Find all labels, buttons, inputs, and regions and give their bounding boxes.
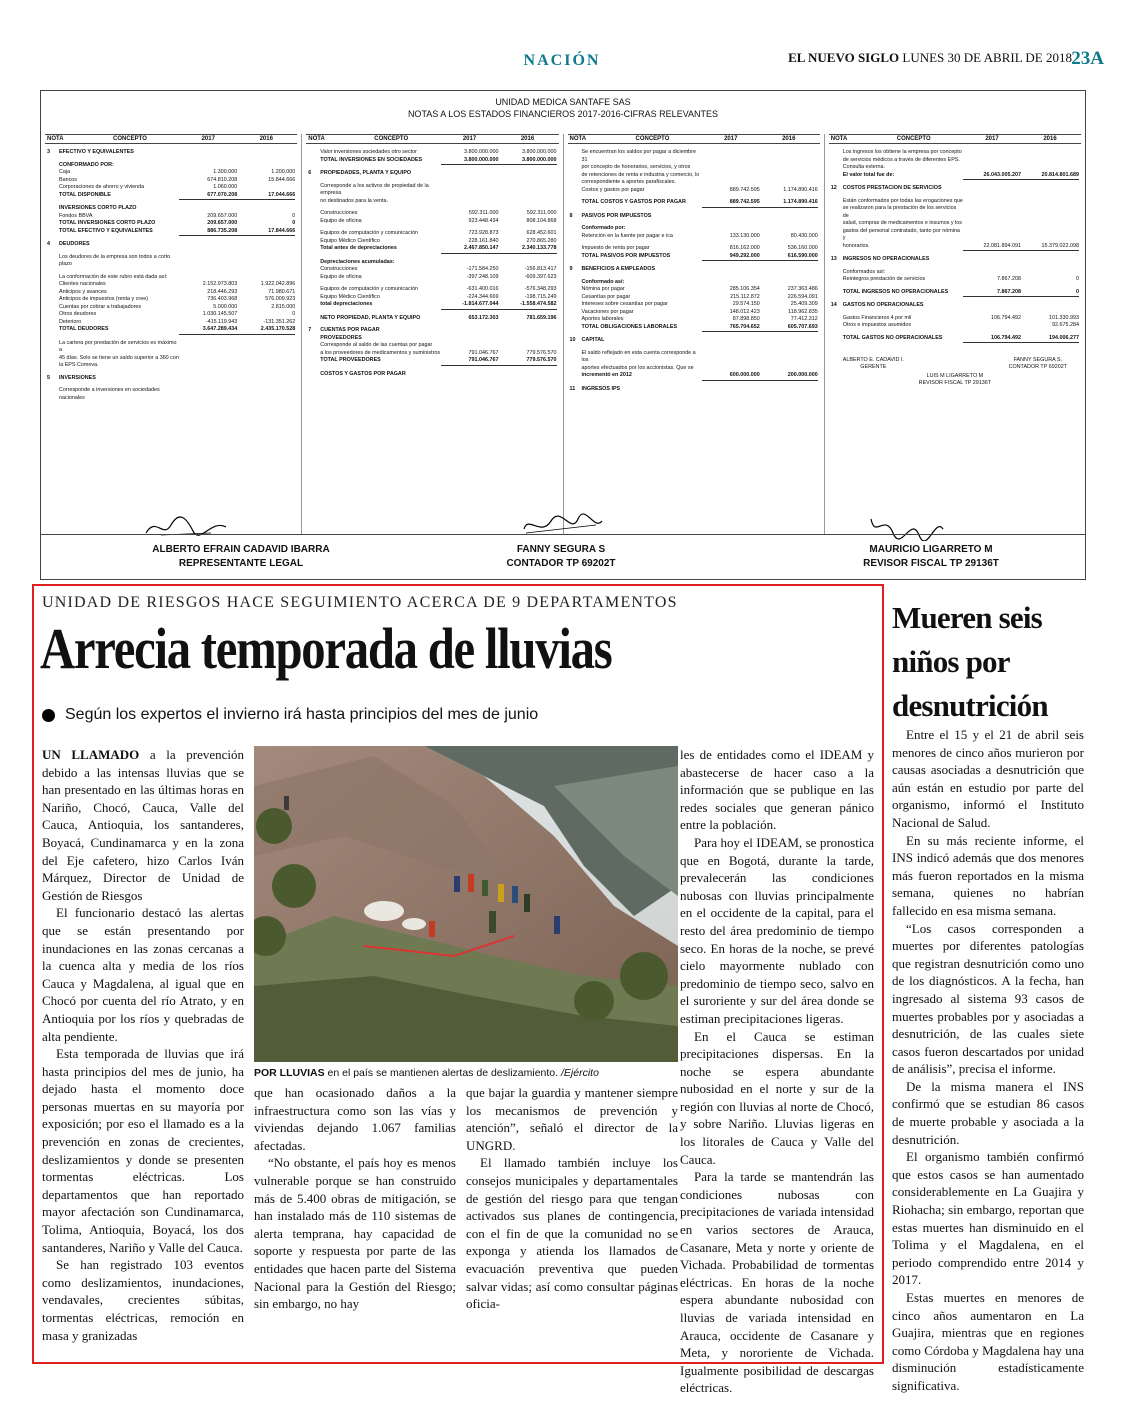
fin-row: incrementó en 2012 600.000.000 200.000.000 <box>568 372 820 381</box>
fin-row: 6 PROPIEDADES, PLANTA Y EQUIPO <box>308 170 412 176</box>
fin-row: TOTAL INVERSIONES EN SOCIEDADES 3.800.000.000 3.800.000.000 <box>306 157 558 166</box>
fin-column-header: NOTA CONCEPTO 2017 2016 <box>568 134 820 144</box>
fin-row: no destinados para la venta. <box>320 197 388 204</box>
fin-row: Otros deudores 1.030.145.507 0 <box>59 311 296 317</box>
masthead-date <box>788 50 1072 66</box>
signature-scribble-1 <box>141 511 231 541</box>
fin-row: Costos y gastos por pagar 889.742.595 1.174.890.416 <box>581 186 818 193</box>
fin-row: Corporaciones de ahorro y vivienda 1.060.000 <box>59 184 238 190</box>
fin-row: aportes efectuados por los accionistas. Que se <box>581 364 694 371</box>
fin-column-2 <box>302 134 563 534</box>
fin-row: La cartera por prestación de servicios es máximo a <box>59 339 177 353</box>
fin-row: por concepto de honorarios, servicios, y otros <box>581 164 691 170</box>
mini-signature-auditor: LUIS M LIGARRETO M REVISOR FISCAL TP 29136T <box>918 373 992 386</box>
article-col-2 <box>254 1084 456 1313</box>
fin-row: Equipos de computación y comunicación -631.400.016 -576.348.293 <box>320 286 557 292</box>
article-dek: Según los expertos el invierno irá hasta principios del mes de junio <box>42 706 538 724</box>
fin-row: Gastos Financieros 4 por mil 106.794.492 101.330.993 <box>842 314 1079 321</box>
section-label: NACIÓN <box>523 52 601 69</box>
fin-row: la EPS Comeva. <box>59 362 99 368</box>
fin-row: Cuentas por cobrar a trabajadores 5.000.000 2.815.000 <box>59 303 296 310</box>
fin-row: Corresponde a los activos de propiedad de la empresa <box>320 182 429 196</box>
fin-row: CONFORMADO POR: <box>59 161 114 168</box>
fin-row: correspondiente a aportes parafiscales. <box>581 179 676 185</box>
fin-row: El valor total fue de: 26.043.005.207 20.814.801.689 <box>829 172 1081 181</box>
fin-row: TOTAL EFECTIVO Y EQUIVALENTES 886.735.208 17.844.666 <box>45 228 297 237</box>
fin-row: salud, compras de medicamentos e insumos y los <box>842 220 962 226</box>
fin-row: Caja 1.300.000 1.200.000 <box>59 169 296 175</box>
fin-row: TOTAL PROVEEDORES 791.046.767 779.576.570 <box>306 357 558 366</box>
photo-caption: POR LLUVIAS en el país se mantienen alertas de deslizamiento. /Ejército <box>254 1067 599 1079</box>
fin-row: 9 BENEFICIOS A EMPLEADOS <box>569 266 656 272</box>
paragraph: De la misma manera el INS confirmó que se estudian 86 casos de muerte probable y asociada a la desnutrición. <box>892 1078 1084 1147</box>
signature-scribble-2 <box>516 511 606 541</box>
signature-divider <box>41 534 1085 535</box>
fin-row: Equipo Médico Científico -224.344.669 -198.715.249 <box>320 293 557 300</box>
signature-scribble-3 <box>861 511 951 541</box>
fin-row: de servicios médicos a través de diferentes EPS. <box>842 156 960 163</box>
fin-row: Anticipos y avances 218.446.293 71.980.671 <box>59 288 296 295</box>
fin-row: Construcciones 592.311.000 592.311.000 <box>320 210 557 216</box>
fin-row: Equipo de oficina -397.248.109 -609.397.623 <box>320 273 557 280</box>
fin-column-3 <box>564 134 825 534</box>
fin-row: Conformado por: <box>581 225 626 231</box>
article-col-1 <box>42 746 244 1344</box>
fin-title <box>41 91 1085 120</box>
issue-date: LUNES 30 DE ABRIL DE 2018 <box>899 50 1072 65</box>
fin-row: TOTAL OBLIGACIONES LABORALES 765.704.652 605.707.693 <box>568 324 820 333</box>
fin-row: Se encuentran los saldos por pagar a diciembre 31 <box>581 149 696 163</box>
fin-row: Equipo Médico Científico 228.161.840 270.865.280 <box>320 237 557 244</box>
fin-row: Equipos de computación y comunicación 723.928.873 628.452.601 <box>320 230 557 236</box>
paper-name: EL NUEVO SIGLO <box>788 50 900 65</box>
fin-row: Aportes laborales 87.898.850 77.412.312 <box>581 316 818 322</box>
fin-row: 5 INVERSIONES <box>47 374 96 381</box>
fin-row: Corresponde al saldo de las cuentas por pagar <box>320 342 433 348</box>
fin-row: Corresponde a inversiones en sociedades nacionales <box>59 387 160 401</box>
fin-row: Nómina por pagar 285.106.354 237.363.486 <box>581 286 818 292</box>
fin-row: TOTAL DISPONIBLE 677.070.208 17.044.666 <box>45 192 297 201</box>
fin-row: 13 INGRESOS NO OPERACIONALES <box>830 256 930 262</box>
fin-row: gastos del personal contratado, tanto por nómina y <box>842 227 960 241</box>
fin-row: Consulta externa. <box>842 164 886 170</box>
fin-row: COSTOS Y GASTOS POR PAGAR <box>320 370 406 377</box>
paragraph: les de entidades como el IDEAM y abastecerse de hacer caso a la información que se publique en las redes sociales que generan pánico entre la población. <box>680 747 874 833</box>
fin-column-header: NOTA CONCEPTO 2017 2016 <box>306 134 558 144</box>
bullet-icon <box>42 709 55 722</box>
fin-row: 4 DEUDORES <box>47 241 90 247</box>
paragraph: que bajar la guardia y mantener siempre los mecanismos de prevención y atención”, señaló el director de la UNGRD. <box>466 1085 678 1153</box>
photo-credit: /Ejército <box>561 1067 599 1079</box>
fin-row: 45 días. Solo se tiene un saldo superior a 360 con <box>59 354 179 361</box>
article-kicker: UNIDAD DE RIESGOS HACE SEGUIMIENTO ACERCA DE 9 DEPARTAMENTOS <box>42 594 678 611</box>
fin-row: INVERSIONES CORTO PLAZO <box>59 205 137 211</box>
paragraph: Para la tarde se mantendrán las condiciones nubosas con precipitaciones de variada intensidad en varios sectores de Arauca, Casanare, Meta y norte y oriente de Vichada. Probabilidad de tormentas eléctricas. En horas de la noche espera abundante nubosidad con lluvias de variada intensidad en Arauca, occidente de Casanare y Meta, y nororiente de Vichada. Igualmente posibilidad de descargas eléctricas. <box>680 1169 874 1396</box>
fin-row: Depreciaciones acumuladas: <box>320 258 395 265</box>
fin-row: Conformados así: <box>842 268 886 275</box>
side-body <box>892 726 1084 1395</box>
fin-row: se realizaron para la prestación de los servicios de <box>842 205 957 219</box>
side-article <box>890 596 1090 1393</box>
fin-row: Clientes nacionales 2.152.973.803 1.922.042.896 <box>59 281 296 287</box>
fin-row: Bancos 674.810.208 15.844.666 <box>59 176 296 183</box>
side-headline: Mueren seis niños por desnutrición <box>892 600 1048 723</box>
main-article <box>32 584 884 1396</box>
fin-column-1 <box>41 134 302 534</box>
financial-notes-box <box>40 90 1086 580</box>
fin-row: NETO PROPIEDAD, PLANTA Y EQUIPO 653.172.303 781.659.196 <box>320 314 557 321</box>
fin-row: Construcciones -171.584.250 -156.813.417 <box>320 266 557 272</box>
paragraph: En el Cauca se estiman precipitaciones dispersas. En la noche se espera abundante nubosidad en el norte y sur de la región con lluvias al norte de Chocó, y sobre Nariño. Lluvias ligeras en los litorales de Cauca y Valle del Cauca. <box>680 1028 874 1167</box>
lead-paragraph: UN LLAMADO a la prevención debido a las intensas lluvias que se han presentado en las últimas horas en Nariño, Chocó, Cauca, Valle del Cauca, Antioquia, los santanderes, Boyacá, Cundinamarca y en la zona del Eje cafetero, hizo Carlos Iván Márquez, Director de Unidad de Gestión de Riesgos <box>42 747 245 903</box>
signer-legal-rep: ALBERTO EFRAIN CADAVID IBARRA REPRESENTANTE LEGAL <box>152 544 330 569</box>
fin-row: El saldo reflejado en esta cuenta corresponde a los <box>581 349 696 363</box>
paragraph: El organismo también confirmó que estos casos se han aumentado considerablemente en La Guajira y Riohacha; sin embargo, reportan que estas muertes han disminuido en el Tolima y el Magdalena, en el periodo comprendido entre 2014 y 2017. <box>892 1149 1084 1288</box>
paragraph: Entre el 15 y el 21 de abril seis menores de cinco años murieron por causas asociadas a desnutrición que aún están en estudio por parte del organismo, informó el Instituto Nacional de Salud. <box>892 727 1084 830</box>
fin-row: 11 INGRESOS IPS <box>569 385 621 392</box>
fin-row: Reintegros prestación de servicios 7.867.208 0 <box>842 276 1079 282</box>
article-col-4 <box>680 746 874 1397</box>
fin-row: Intereses sobre cesantías por pagar 29.574.150 25.409.309 <box>581 301 818 307</box>
fin-row: Fondos BBVA 209.657.000 0 <box>59 212 296 219</box>
fin-row: Vacaciones por pagar 148.012.423 118.962.835 <box>581 308 818 315</box>
fin-row: 3 EFECTIVO Y EQUIVALENTES <box>47 149 134 155</box>
paragraph: Estas muertes en menores de cinco años aumentaron en La Guajira, mientras que en regiones como Córdoba y Magdalena hay una disminución estadísticamente significativa. <box>892 1290 1084 1393</box>
fin-column-header: NOTA CONCEPTO 2017 2016 <box>829 134 1081 144</box>
fin-row: Están conformados por todas las erogaciones que <box>842 197 963 204</box>
fin-row: TOTAL COSTOS Y GASTOS POR PAGAR 889.742.595 1.174.890.416 <box>568 199 820 208</box>
landslide-photo <box>254 746 678 1062</box>
fin-row: 12 COSTOS PRESTACION DE SERVICIOS <box>830 185 942 191</box>
paragraph: En su más reciente informe, el INS indicó además que dos menores más fueron reportados en la misma semana, quienes no habrían fallecido en esa misma semana. <box>892 832 1084 918</box>
fin-row: 8 PASIVOS POR IMPUESTOS <box>569 212 652 219</box>
paragraph: “Los casos corresponden a muertes por diferentes patologías que registran desnutrición como uno de los diagnósticos. A la fecha, han ingresado al sistema 93 casos de muertes probables por y asociadas a desnutrición, de las cuales siete casos fueron descartados por unidad de análisis”, precisa el informe. <box>892 920 1084 1077</box>
fin-company: UNIDAD MEDICA SANTAFE SAS <box>495 97 631 107</box>
fin-row: TOTAL PASIVOS POR IMPUESTOS 949.292.000 616.590.000 <box>568 253 820 262</box>
article-headline: Arrecia temporada de lluvias <box>40 616 612 681</box>
fin-row: Deterioro -415.119.943 -131.351.262 <box>59 318 296 325</box>
fin-row: La conformación de este rubro está dada así: <box>59 273 168 280</box>
fin-row: Anticipos de impuestos (renta y cree) 736.403.968 576.009.923 <box>59 296 296 302</box>
fin-row: 14 GASTOS NO OPERACIONALES <box>830 302 924 308</box>
fin-row: TOTAL DEUDORES 3.647.289.434 2.435.170.528 <box>45 326 297 335</box>
fin-column-header: NOTA CONCEPTO 2017 2016 <box>45 134 297 144</box>
fin-row: Los deudores de la empresa son todos a corto plazo <box>59 253 171 267</box>
paragraph: “No obstante, el país hoy es menos vulnerable porque se han construido más de 5.400 obras de mitigación, se han instalado más de 110 sistemas de alerta temprana, hay capacidad de soporte y respuesta por parte de las entidades que hacen parte del Sistema Nacional para la Gestión del Riesgo; sin embargo, no hay <box>254 1155 456 1312</box>
fin-row: Impuesto de renta por pagar 816.162.000 536.160.000 <box>581 245 818 251</box>
signer-accountant: FANNY SEGURA S CONTADOR TP 69202T <box>506 544 616 569</box>
fin-row: de retenciones de renta e industria y comercio, lo <box>581 171 700 178</box>
paragraph: El llamado también incluye los consejos municipales y departamentales de gestión del riesgo para que tengan activados sus planes de contingencia, con el fin de que la comunidad no se exponga y atienda los llamados de evacuación preventiva que pueden salvar vidas; así como consultar páginas oficia- <box>466 1155 678 1312</box>
fin-columns <box>41 134 1085 534</box>
fin-row: total depreciaciones -1.814.677.044 -1.558.474.582 <box>306 301 558 310</box>
paragraph: El funcionario destacó las alertas que se están presentando por inundaciones en las zonas cercanas a la cuenca alta y media de los ríos Cauca y Magdalena, al igual que en Chocó por cuenta del río Atrato, y en Antioquia por los ríos y quebradas de alta pendiente. <box>42 905 244 1044</box>
fin-row: Equipo de oficina 923.448.434 808.104.868 <box>320 217 557 224</box>
mini-signature-block: ALBERTO E. CADAVID I. GERENTE FANNY SEGURA S. CONTADOR TP 69202T <box>842 357 1067 370</box>
fin-row: Conformado así: <box>581 278 625 285</box>
fin-row: TOTAL INVERSIONES CORTO PLAZO 209.657.000 0 <box>59 220 296 226</box>
page-number: 23A <box>1071 48 1104 69</box>
fin-column-4 <box>825 134 1085 534</box>
fin-row: Valor inversiones sociedades otro sector 3.800.000.000 3.800.000.000 <box>320 149 557 155</box>
paragraph: Esta temporada de lluvias que irá hasta principios del mes de junio, ha dejado hasta el momento doce personas muertas en su mayoría por exposición; por eso el llamado es a la prevención en zonas de crecientes, deslizamientos y donde se presenten tormentas eléctricas. Los departamentos que han reportado mayor afectación son Cundinamarca, Tolima, Antioquia, Boyacá, los dos santanderes, Nariño y Valle del Cauca. <box>42 1046 244 1255</box>
fin-row: Total antes de depreciaciones 2.467.850.147 2.340.133.778 <box>306 245 558 254</box>
fin-row: 7 CUENTAS POR PAGAR <box>308 327 380 333</box>
fin-subtitle: NOTAS A LOS ESTADOS FINANCIEROS 2017-2016-CIFRAS RELEVANTES <box>407 109 719 119</box>
paragraph: Se han registrado 103 eventos como deslizamientos, inundaciones, vendavales, crecientes súbitas, tormentas eléctricas, remoción en masa y granizadas <box>42 1257 244 1343</box>
fin-row: a los proveedores de medicamentos y suministros 791.046.767 779.576.570 <box>320 349 557 356</box>
fin-row: honorarios. 22.081.894.091 15.379.022.098 <box>829 243 1081 252</box>
fin-row: PROVEEDORES <box>320 334 362 341</box>
signer-auditor: MAURICIO LIGARRETO M REVISOR FISCAL TP 29136T <box>863 544 999 569</box>
fin-row: TOTAL GASTOS NO OPERACIONALES 106.794.492 194.006.277 <box>829 335 1081 344</box>
fin-row: Los ingresos los obtiene la empresa por concepto <box>842 149 962 155</box>
paragraph: que han ocasionado daños a la infraestructura como son las vías y viviendas dejando 1.067 familias afectadas. <box>254 1085 456 1153</box>
fin-row: Otros e impuestos asumidos 92.675.284 <box>842 322 1079 328</box>
article-col-3 <box>466 1084 678 1313</box>
paragraph: Para hoy el IDEAM, se pronostica que en Bogotá, durante la tarde, prevalecerán las condiciones nubosas con lluvias principalmente en el occidente de la capital, para el resto del área predominio de tiempo seco. En horas de la noche, se prevé cielo mayormente nublado con predominio de tiempo seco, salvo en el suroriente y sur del área donde se estiman precipitaciones ligeras. <box>680 834 874 1026</box>
fin-row: Cesantías por pagar 215.112.872 226.594.091 <box>581 293 818 300</box>
fin-row: 10 CAPITAL <box>569 337 605 343</box>
fin-row: TOTAL INGRESOS NO OPERACIONALES 7.867.208 0 <box>829 289 1081 298</box>
fin-row: Retención en la fuente por pagar e ica 133.130.000 80.430.000 <box>581 232 818 239</box>
